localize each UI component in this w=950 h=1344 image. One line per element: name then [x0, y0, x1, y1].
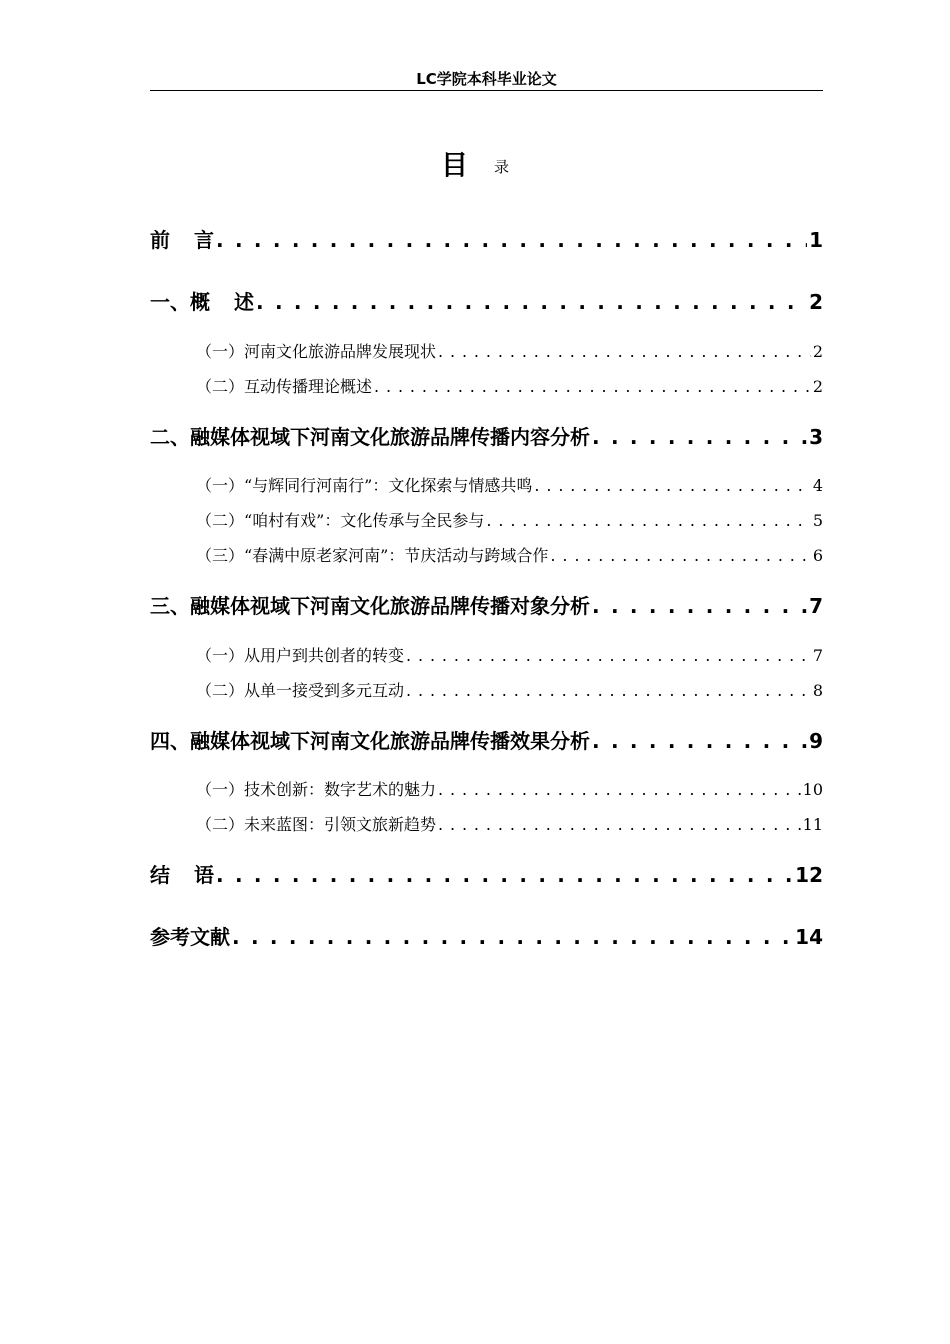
toc-page-number: 7 — [812, 646, 823, 665]
toc-page-number: 3 — [809, 425, 823, 449]
toc-page-number: 2 — [809, 290, 823, 314]
toc-page-number: 10 — [802, 780, 823, 799]
toc-entry-label: （一）“与辉同行河南行”：文化探索与情感共鸣 — [196, 476, 533, 495]
toc-entry-audience-2[interactable] — [196, 679, 823, 703]
toc-page-number: 12 — [795, 863, 823, 887]
dot-leader — [256, 288, 807, 316]
toc-entry-content-2[interactable] — [196, 509, 823, 533]
toc-entry-conclusion[interactable] — [150, 861, 823, 889]
toc-page-number: 14 — [795, 925, 823, 949]
toc-entry-label: （三）“春满中原老家河南”：节庆活动与跨域合作 — [196, 546, 549, 565]
toc-entry-label: （二）“咱村有戏”：文化传承与全民参与 — [196, 511, 485, 530]
dot-leader — [216, 861, 793, 889]
toc-heading-char-2: 录 — [493, 157, 509, 176]
toc-heading — [0, 148, 950, 185]
toc-page-number: 4 — [812, 476, 823, 495]
dot-leader — [374, 375, 811, 399]
toc-page-number: 7 — [809, 594, 823, 618]
dot-leader — [486, 509, 810, 533]
toc-heading-char-1: 目 — [440, 150, 468, 182]
toc-entry-audience-1[interactable] — [196, 644, 823, 668]
dot-leader — [534, 474, 810, 498]
toc-entry-overview[interactable] — [150, 288, 823, 316]
toc-entry-effect-analysis[interactable] — [150, 727, 823, 755]
toc-entry-label: 四、融媒体视域下河南文化旅游品牌传播效果分析 — [150, 729, 590, 753]
dot-leader — [438, 813, 801, 837]
dot-leader — [592, 423, 807, 451]
toc-entry-audience-analysis[interactable] — [150, 592, 823, 620]
dot-leader — [592, 727, 807, 755]
toc-entry-label: 结 语 — [150, 863, 214, 887]
toc-entry-content-1[interactable] — [196, 474, 823, 498]
toc-entry-preface[interactable] — [150, 226, 823, 254]
toc-page-number: 2 — [812, 377, 823, 396]
toc-entry-label: （一）河南文化旅游品牌发展现状 — [196, 342, 437, 361]
dot-leader — [406, 644, 811, 668]
toc-page-number: 6 — [812, 546, 823, 565]
toc-entry-content-analysis[interactable] — [150, 423, 823, 451]
toc-entry-effect-2[interactable] — [196, 813, 823, 837]
toc-entry-label: （二）互动传播理论概述 — [196, 377, 373, 396]
toc-entry-content-3[interactable] — [196, 544, 823, 568]
toc-entry-label: （一）从用户到共创者的转变 — [196, 646, 405, 665]
toc-entry-effect-1[interactable] — [196, 778, 823, 802]
toc-page-number: 5 — [812, 511, 823, 530]
toc-page-number: 8 — [812, 681, 823, 700]
toc-page-number: 2 — [812, 342, 823, 361]
toc-entry-label: （二）未来蓝图：引领文旅新趋势 — [196, 815, 437, 834]
dot-leader — [232, 923, 793, 951]
dot-leader — [592, 592, 807, 620]
dot-leader — [550, 544, 810, 568]
header-title: LC学院本科毕业论文 — [416, 70, 557, 88]
toc-entry-references[interactable] — [150, 923, 823, 951]
toc-entry-label: 一、概 述 — [150, 290, 254, 314]
dot-leader — [406, 679, 811, 703]
page-header — [150, 68, 823, 91]
toc-page-number: 9 — [809, 729, 823, 753]
toc-page-number: 1 — [809, 228, 823, 252]
toc-entry-label: 前 言 — [150, 228, 214, 252]
dot-leader — [438, 778, 801, 802]
dot-leader — [438, 340, 811, 364]
toc-entry-label: 参考文献 — [150, 925, 230, 949]
toc-entry-label: 二、融媒体视域下河南文化旅游品牌传播内容分析 — [150, 425, 590, 449]
toc-entry-overview-2[interactable] — [196, 375, 823, 399]
toc-entry-label: （一）技术创新：数字艺术的魅力 — [196, 780, 437, 799]
toc-entry-label: 三、融媒体视域下河南文化旅游品牌传播对象分析 — [150, 594, 590, 618]
toc-entry-label: （二）从单一接受到多元互动 — [196, 681, 405, 700]
dot-leader — [216, 226, 807, 254]
toc-page-number: 11 — [802, 815, 823, 834]
toc-entry-overview-1[interactable] — [196, 340, 823, 364]
